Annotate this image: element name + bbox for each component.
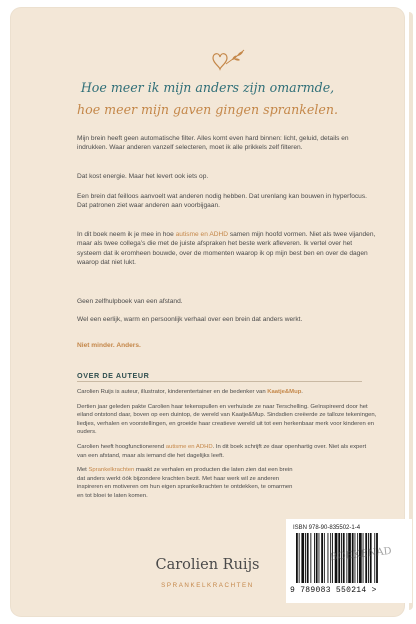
- blurb-closing-line: Niet minder. Anders.: [77, 342, 141, 349]
- blurb-paragraph-3: [77, 192, 377, 211]
- blurb-paragraph-4: [77, 230, 377, 268]
- blurb-text: Mijn brein heeft geen automatische filter. Alles komt even hard binnen: licht, geluid, details en indrukken. Waar anderen vanzelf selecteren, moet ik alle prikkels zelf filteren.: [77, 135, 349, 152]
- about-text-part: .: [301, 389, 303, 395]
- blurb-text: Geen zelfhulpboek van een afstand.: [77, 298, 183, 305]
- blurb-paragraph-6: [77, 315, 377, 324]
- about-paragraph: [77, 466, 299, 500]
- blurb-text: [77, 230, 377, 268]
- isbn-barcode: [286, 519, 412, 603]
- highlight-autisme-adhd: autisme en ADHD: [165, 443, 213, 450]
- heart-ornament-icon: [196, 44, 248, 78]
- about-paragraph: [77, 443, 377, 460]
- blurb-text: Wel een eerlijk, warm en persoonlijk verhaal over een brein dat anders werkt.: [77, 316, 303, 323]
- author-name: Carolien Ruijs: [155, 557, 260, 573]
- blurb-paragraph-1: [77, 134, 377, 153]
- highlight-kaatje-mup: Kaatje&Mup: [267, 389, 302, 395]
- about-text-part: . In dit boek schrijft ze daar openhartig over. Niet als expert van een afstand, maar als iemand die het dagelijks leeft.: [77, 443, 367, 459]
- blurb-text: Dat kost energie. Maar het levert ook iets op.: [77, 173, 209, 180]
- isbn-number: ISBN 978-90-835502-1-4: [293, 525, 361, 531]
- tagline-line-2: hoe meer mijn gaven gingen sprankelen.: [77, 102, 338, 117]
- blurb-paragraph-7: [77, 341, 377, 350]
- about-text-part: Met: [77, 467, 89, 474]
- about-author-heading: OVER DE AUTEUR: [77, 371, 150, 380]
- highlight-autisme-adhd: autisme en ADHD: [175, 231, 229, 238]
- barcode-digits: 9 789083 550214 >: [290, 586, 377, 595]
- about-text-part: Carolien Ruijs is auteur, illustrator, kinderentertainer en de bedenker van: [77, 389, 268, 395]
- about-author-section: [77, 388, 377, 507]
- divider: [77, 381, 362, 382]
- about-text-part: maakt ze verhalen en producten die laten zien dat een brein dat anders werkt óók bijzondere krachten bezit. Met haar werk wil ze anderen inspireren en motiveren om hun eigen sprankelkrachten te ontdekken, te omarmen en tot bloei te laten komen.: [77, 467, 293, 499]
- blurb-text-part: In dit boek neem ik je mee in hoe: [77, 231, 176, 238]
- about-paragraph: Dertien jaar geleden pakte Carolien haar tekenspullen en verhuisde ze naar Terschelling. Geïnspireerd door het eiland ontstond daar, boven op een duintop, de wereld van Kaatje&Mup. Sindsdien creëerde ze talloze tekeningen, liedjes, verhalen en voorstellingen, en groeide haar creatieve wereld uit tot een herkenbaar merk voor kinderen en ouders.: [77, 403, 377, 436]
- blurb-paragraph-2: [77, 172, 377, 181]
- blurb-paragraph-5: [77, 297, 377, 306]
- highlight-sprankelkrachten: Sprankelkrachten: [88, 467, 135, 474]
- about-paragraph: [77, 388, 377, 397]
- imprint-name: SPRANKELKRACHTEN: [161, 582, 254, 589]
- blurb-text: Een brein dat feilloos aanvoelt wat anderen nodig hebben. Dat urenlang kan bouwen in hyperfocus. Dat patronen ziet waar anderen aan voorbijgaan.: [77, 193, 367, 210]
- tagline-line-1: Hoe meer ik mijn anders zijn omarmde,: [80, 80, 335, 95]
- about-text-part: Carolien heeft hoogfunctionerend: [77, 443, 166, 450]
- bookseller-stamp: BOEKENAD: [329, 545, 393, 564]
- blurb-text-part: samen mijn hoofd vormen. Niet als twee vijanden, maar als twee collega’s die met de juiste afspraken het beste werk afleveren. Ik vertel over het systeem dat ik eromheen bouwde, over de momenten waarop ik op mijn best ben en over de dagen waarop dat niet lukt.: [77, 231, 376, 267]
